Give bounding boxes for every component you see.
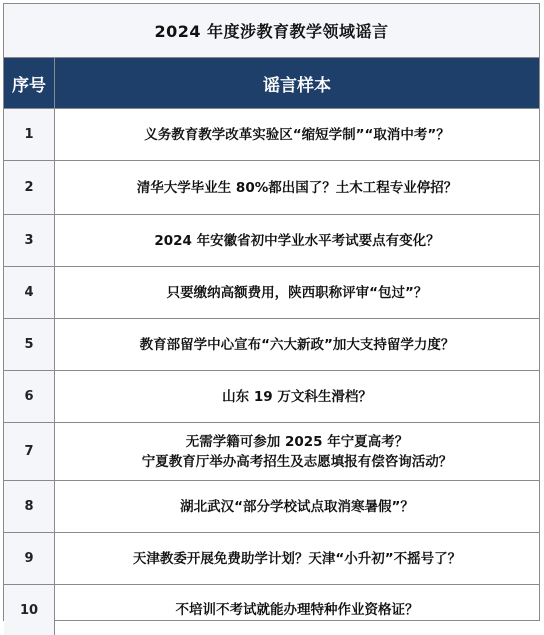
table-row [4, 371, 539, 423]
table-row [4, 267, 539, 319]
row-number: 2 [4, 161, 55, 214]
rumor-text [55, 371, 539, 422]
table-row [4, 161, 539, 215]
table-title: 2024 年度涉教育教学领域谣言 [4, 4, 539, 58]
rumor-text [55, 481, 539, 532]
rumor-line: 清华大学毕业生 80%都出国了？土木工程专业停招？ [136, 179, 458, 196]
header-number: 序号 [4, 58, 55, 108]
rumor-text [55, 319, 539, 370]
table-row [4, 215, 539, 267]
rumor-text [55, 533, 539, 584]
rumor-line: 2024 年安徽省初中学业水平考试要点有变化？ [154, 232, 440, 249]
table-row [4, 319, 539, 371]
rumor-line: 不培训不考试就能办理特种作业资格证？ [175, 602, 419, 618]
row-number: 8 [4, 481, 55, 532]
row-number: 1 [4, 109, 55, 160]
rumor-line: 只要缴纳高额费用，陕西职称评审“包过”？ [166, 284, 428, 301]
rumor-text [55, 585, 539, 635]
rumor-text [55, 161, 539, 214]
rumor-text [55, 109, 539, 160]
row-number: 6 [4, 371, 55, 422]
rumor-text [55, 215, 539, 266]
rumor-line: 教育部留学中心宣布“六大新政”加大支持留学力度？ [139, 336, 455, 353]
rumor-text [55, 423, 539, 480]
row-number: 9 [4, 533, 55, 584]
table-row [4, 109, 539, 161]
rumor-line: 山东 19 万文科生滑档？ [222, 388, 372, 405]
rumor-table [3, 3, 540, 621]
row-number: 4 [4, 267, 55, 318]
rumor-line: 义务教育教学改革实验区“缩短学制”“取消中考”？ [144, 126, 450, 143]
row-number: 3 [4, 215, 55, 266]
row-number: 5 [4, 319, 55, 370]
table-row [4, 423, 539, 481]
table-row [4, 533, 539, 585]
table-header-row [4, 58, 539, 109]
rumor-line: 天津教委开展免费助学计划？天津“小升初”不摇号了？ [132, 550, 462, 567]
table-row [4, 585, 539, 635]
row-number: 10 [4, 585, 55, 635]
table-body [4, 109, 539, 635]
rumor-line: 宁夏教育厅举办高考招生及志愿填报有偿咨询活动？ [141, 453, 453, 470]
table-row [4, 481, 539, 533]
rumor-line: 湖北武汉“部分学校试点取消寒暑假”？ [180, 498, 414, 515]
header-rumor-sample: 谣言样本 [263, 75, 331, 96]
row-number: 7 [4, 423, 55, 480]
rumor-line: 无需学籍可参加 2025 年宁夏高考？ [185, 433, 409, 450]
rumor-text [55, 267, 539, 318]
